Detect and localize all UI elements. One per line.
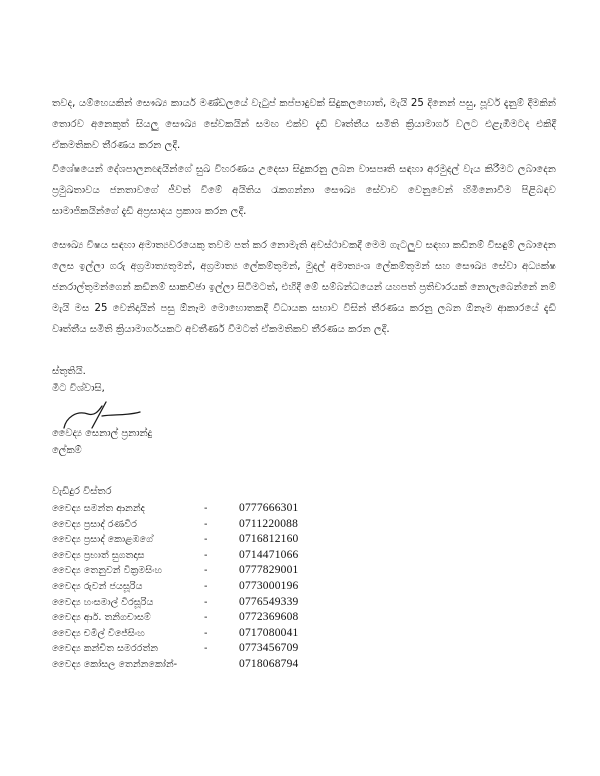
signer-title: ලේකම් xyxy=(52,445,82,456)
contact-row xyxy=(52,657,412,673)
contact-phone: 0777829001 xyxy=(239,564,299,577)
contact-name: වෛද්‍ය චමිල් විජේසිංහ xyxy=(52,627,145,639)
contact-row xyxy=(52,610,412,626)
contact-phone: 0773456709 xyxy=(239,642,299,655)
contact-row xyxy=(52,548,412,564)
contact-dash: - xyxy=(204,627,208,639)
contact-dash: - xyxy=(204,580,208,592)
contact-name: වෛද්‍ය හංසමාල් වීරසූරිය xyxy=(52,596,154,608)
contact-dash: - xyxy=(204,549,208,561)
contact-phone: 0717080041 xyxy=(239,626,299,639)
contact-name: වෛද්‍ය කෝසල තෙන්නකෝන්- xyxy=(52,658,178,670)
contact-row xyxy=(52,626,412,642)
contacts-heading: වැඩිදුර විස්තර xyxy=(52,486,112,497)
contact-dash: - xyxy=(204,518,208,530)
contact-name: වෛද්‍ය ප්‍රසාද් කොළඹගේ xyxy=(52,534,153,546)
contact-name: වෛද්‍ය ප්‍රභාත් සුගතදාස xyxy=(52,549,145,561)
contact-name: වෛද්‍ය කන්චිත සමරරත්න xyxy=(52,643,159,655)
contacts-list xyxy=(52,501,412,673)
paragraph-protest-statement: විශේෂයෙන් දේශපාලනඥයින්ගේ සුඛ විහරණය උදෙසා සිදුකරනු ලබන වාසපෘති සඳහා අරමුදල් වැය කිරීමට ලබාදෙන ප්‍රමුඛතාවය ජනතාවගේ ජීවත් වීමේ අයිතිය රැකගන්නා සෞඛ්‍ය සේවාව වෙනුවෙන් හිමිනොවීම පිළිබඳව සාමාජිකයින්ගේ දැඩි අප්‍රසාදය ප්‍රකාශ කරන ලදී. xyxy=(52,164,556,217)
contact-dash: - xyxy=(204,612,208,624)
closing-thanks: ස්තුතියි. xyxy=(52,366,86,377)
contact-dash: - xyxy=(204,643,208,655)
contact-phone: 0716812160 xyxy=(239,533,299,546)
paragraph-discussion-request: සෞඛ්‍ය විෂය සඳහා අමාත්‍යවරයෙකු තවම පත් කර නොමැති අවස්ථාවකදී මෙම ගැටලුව සඳහා කඩිනම් විසඳුම් ලබාදෙන ලෙස ඉල්ලා ගරු අග්‍රමාත්‍යතුමන්, අග්‍රමාත්‍ය ලේකම්තුමන්, මුදල් අමාත්‍යංශ ලේකම්තුමන් සහ සෞඛ්‍ය සේවා අධ්‍යක්ෂ ජනරාල්තුමන්ගෙන් කඩිනම් සාකච්ඡා ඉල්ලා සිටීමටත්, එහිදී මේ සම්බන්ධයෙන් යහපත් ප්‍රතිචාරයක් නොලැබෙන්නේ නම් මැයි මස 25 වෙනිදායින් පසු ඕනෑම මොහොතකදී විධායක සභාව විසින් තීරණය කරනු ලබන ඕනෑම ආකාරයේ දැඩි වෘත්තීය සමිති ක්‍රියාමාර්ගයකට අවතීර්ණ වීමටත් ඒකමතිකව තීරණය කරන ලදී. xyxy=(52,240,556,335)
contact-phone: 0773000196 xyxy=(239,579,299,592)
contact-row xyxy=(52,595,412,611)
contact-phone: 0718068794 xyxy=(239,657,299,670)
closing-sincerely: මීට විශ්වාසි, xyxy=(52,383,105,394)
contact-name: වෛද්‍ය තෙනුවන් වික්‍රමසිංහ xyxy=(52,565,163,577)
contact-phone: 0776549339 xyxy=(239,595,299,608)
contact-row xyxy=(52,579,412,595)
contact-row xyxy=(52,501,412,517)
contact-row xyxy=(52,563,412,579)
signer-name: වෛද්‍ය සෙනාල් ප්‍රනාන්දු xyxy=(52,428,153,439)
contact-name: වෛද්‍ය රුවන් ජයසූරිය xyxy=(52,580,143,592)
contact-phone: 0777666301 xyxy=(239,502,299,514)
contact-name: වෛද්‍ය සමන්ත ආනන්ද xyxy=(52,503,145,514)
contact-dash: - xyxy=(204,565,208,577)
contact-row xyxy=(52,517,412,533)
contact-phone: 0772369608 xyxy=(239,611,299,624)
contact-name: වෛද්‍ය ප්‍රසාද් රණවීර xyxy=(52,518,137,530)
contact-phone: 0714471066 xyxy=(239,548,299,561)
contact-phone: 0711220088 xyxy=(239,517,299,530)
paragraph-trade-union-action: තවද, යම්හෙයකින් සෞඛ්‍ය කාර්ය මණ්ඩලයේ වැටුප් කප්පාදුවක් සිදුකලහොත්, මැයි 25 දිනෙන් පසු, පූර්ව දැනුම් දීමකින් තොරව අනෙකුත් සියලු සෞඛ්‍ය සේවකයින් සමඟ එක්ව දැඩි වෘත්තීය සමිති ක්‍රියාමාර්ග වලට එළැඹීමටද එකිදී ඒකමතිකව තීරණය කරන ලදී. xyxy=(52,98,556,151)
contact-dash: - xyxy=(204,503,208,514)
contact-dash: - xyxy=(204,596,208,608)
contact-name: වෛද්‍ය ආර්. තනිගචාසම් xyxy=(52,612,151,624)
contact-dash: - xyxy=(204,534,208,546)
contact-row xyxy=(52,641,412,657)
contact-row xyxy=(52,532,412,548)
